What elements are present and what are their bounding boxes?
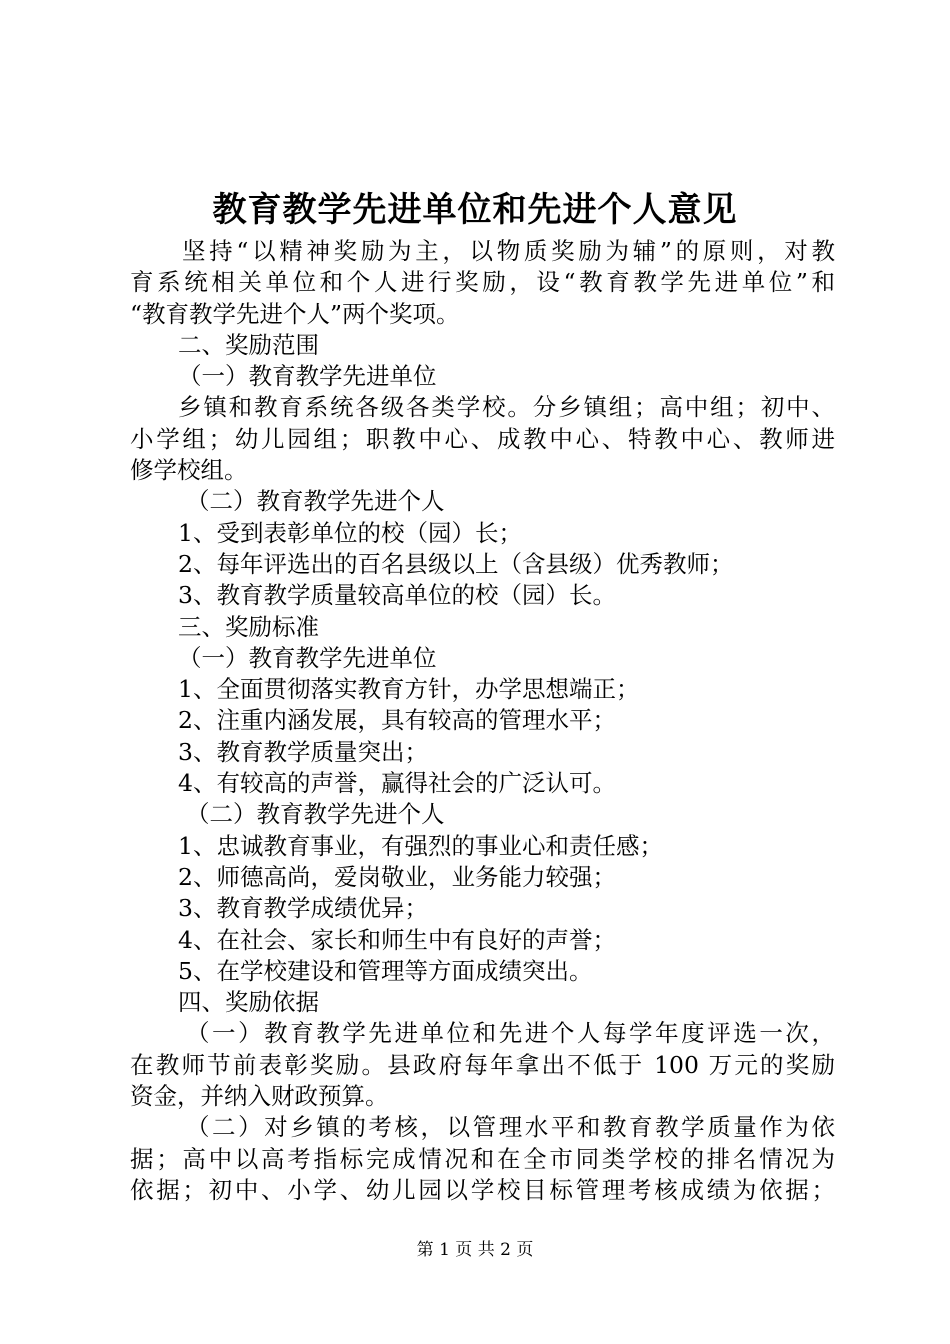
paragraph-line: 资金，并纳入财政预算。 [130,1082,389,1111]
paragraph-line: 依据；初中、小学、幼儿园以学校目标管理考核成绩为依据； [130,1175,835,1204]
list-item: 2、师德高尚，爱岗敬业，业务能力较强； [178,862,616,891]
list-item: 2、每年评选出的百名县级以上（含县级）优秀教师； [178,549,734,578]
paragraph-line: 育系统相关单位和个人进行奖励，设“教育教学先进单位”和 [130,268,835,297]
list-item: 1、全面贯彻落实教育方针，办学思想端正； [178,675,640,704]
list-item: 3、教育教学成绩优异； [178,894,428,923]
list-item: 1、忠诚教育事业，有强烈的事业心和责任感； [178,831,663,860]
list-item: 4、在社会、家长和师生中有良好的声誉； [178,925,616,954]
paragraph-line: 修学校组。 [130,456,248,485]
subsection-heading: （一）教育教学先进单位 [178,643,437,672]
subsection-heading: （二）教育教学先进个人 [186,800,445,829]
paragraph-line: “教育教学先进个人”两个奖项。 [130,299,460,328]
list-item: 2、注重内涵发展，具有较高的管理水平； [178,706,616,735]
paragraph-line: 小学组；幼儿园组；职教中心、成教中心、特教中心、教师进 [130,424,835,453]
section-heading: 四、奖励依据 [178,988,319,1017]
page-footer: 第 1 页 共 2 页 [416,1240,534,1260]
paragraph-line: 据；高中以高考指标完成情况和在全市同类学校的排名情况为 [130,1144,835,1173]
paragraph-line: （一）教育教学先进单位和先进个人每学年度评选一次， [186,1019,835,1048]
section-heading: 三、奖励标准 [178,612,319,641]
list-item: 4、有较高的声誉，赢得社会的广泛认可。 [178,769,616,798]
subsection-heading: （二）教育教学先进个人 [186,487,445,516]
list-item: 1、受到表彰单位的校（园）长； [178,518,522,547]
subsection-heading: （一）教育教学先进单位 [178,362,437,391]
list-item: 3、教育教学质量突出； [178,737,428,766]
list-item: 5、在学校建设和管理等方面成绩突出。 [178,956,593,985]
document-title: 教育教学先进单位和先进个人意见 [212,190,738,230]
paragraph-line: 乡镇和教育系统各级各类学校。分乡镇组；高中组；初中、 [178,393,835,422]
list-item: 3、教育教学质量较高单位的校（园）长。 [178,581,616,610]
section-heading: 二、奖励范围 [178,330,319,359]
paragraph-line: （二）对乡镇的考核，以管理水平和教育教学质量作为依 [186,1113,835,1142]
document-body [130,236,835,1206]
paragraph-line: 坚持“以精神奖励为主，以物质奖励为辅”的原则，对教 [182,237,835,265]
paragraph-line: 在教师节前表彰奖励。县政府每年拿出不低于 100 万元的奖励 [130,1050,835,1079]
